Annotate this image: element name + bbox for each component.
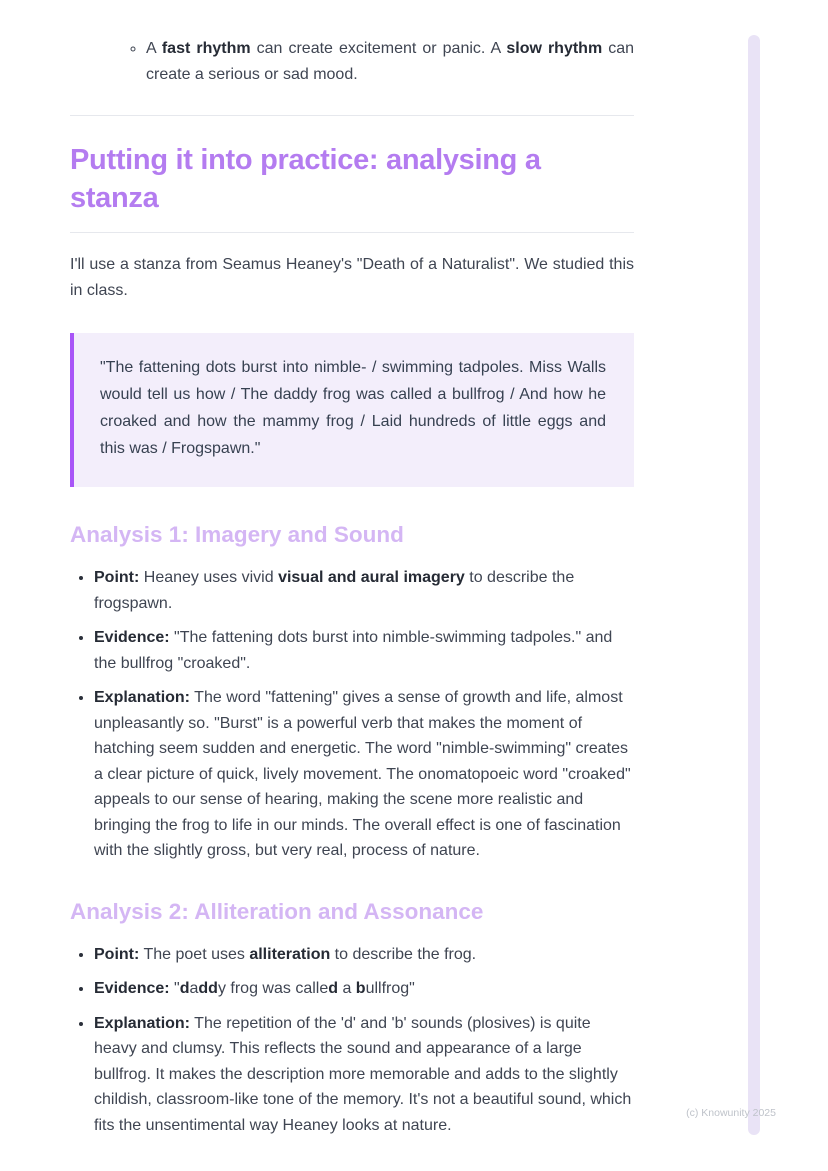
analysis-1-bullet-list (70, 565, 634, 864)
page-title: Putting it into practice: analysing a stanza (70, 144, 541, 214)
bold-text-run: visual and aural imagery (278, 569, 465, 586)
bold-text-run: dd (198, 980, 218, 997)
text-run: A (146, 40, 162, 57)
text-run: Heaney uses vivid (139, 569, 279, 586)
document-content (70, 36, 634, 1147)
bold-text-run: Point: (94, 945, 140, 963)
text-run: " (169, 980, 180, 997)
bold-text-run: Evidence: (94, 980, 170, 997)
text-run: "The fattening dots burst into nimble-swimming tadpoles." and the bullfrog "croaked". (94, 629, 613, 672)
text-run: The word "fattening" gives a sense of growth and life, almost unpleasantly so. "Burst" is a powerful verb that makes the moment of hatching seem sudden and energetic. The word "nimble-swimming" creates a clear picture of quick, lively movement. The onomatopoeic word "croaked" appeals to our sense of hearing, making the scene more realistic and bringing the frog to life in our minds. The overall effect is one of fascination with the slightly gross, but very real, process of nature. (94, 689, 631, 859)
text-run: The repetition of the 'd' and 'b' sounds (plosives) is quite heavy and clumsy. This reflects the sound and appearance of a large bullfrog. It makes the description more memorable and adds to the slightly childish, classroom-like tone of the memory. It's not a beautiful sound, which fits the unsentimental way Heaney looks at nature. (94, 1014, 632, 1134)
list-item (94, 685, 634, 864)
list-item (146, 36, 634, 88)
text-run: y frog was calle (217, 980, 329, 997)
text-run: to describe the frogspawn. (94, 569, 575, 612)
nested-bullet-list (70, 36, 634, 88)
list-item (94, 625, 634, 676)
copyright-text: (c) Knowunity 2025 (686, 1107, 776, 1119)
bold-text-run: b (355, 980, 366, 997)
bold-text-run: Evidence: (94, 629, 170, 646)
text-run: The poet uses (139, 945, 250, 963)
bold-text-run: fast rhythm (161, 40, 251, 57)
divider (70, 232, 634, 233)
list-item (94, 942, 634, 968)
text-run: can create a serious or sad mood. (146, 40, 635, 83)
bold-text-run: slow rhythm (506, 40, 603, 57)
text-run: can create excitement or panic. A (250, 40, 507, 57)
section-heading-analysis-2: Analysis 2: Alliteration and Assonance (70, 898, 484, 924)
bold-text-run: Explanation: (94, 1014, 191, 1032)
stanza-quote-block: "The fattening dots burst into nimble- / swimming tadpoles. Miss Walls would tell us how / The daddy frog was called a bullfrog / And how he croaked and how the mammy frog / Laid hundreds of little eggs and this was / Frogspawn." (70, 333, 634, 487)
divider (70, 115, 634, 116)
intro-paragraph: I'll use a stanza from Seamus Heaney's "Death of a Naturalist". We studied this in class. (70, 256, 634, 299)
bold-text-run: Explanation: (94, 689, 191, 706)
scrollbar-thumb[interactable] (748, 35, 760, 1135)
text-run: ullfrog" (365, 980, 415, 997)
bold-text-run: Point: (94, 569, 140, 586)
text-run: a (189, 980, 199, 997)
bold-text-run: d (179, 980, 190, 997)
list-item (94, 565, 634, 616)
text-run: a (338, 980, 356, 997)
analysis-2-bullet-list (70, 942, 634, 1139)
bold-text-run: alliteration (249, 945, 331, 963)
section-heading-analysis-1: Analysis 1: Imagery and Sound (70, 522, 404, 547)
list-item (94, 1011, 634, 1139)
bold-text-run: d (328, 980, 338, 997)
text-run: to describe the frog. (330, 945, 477, 963)
list-item (94, 976, 634, 1002)
